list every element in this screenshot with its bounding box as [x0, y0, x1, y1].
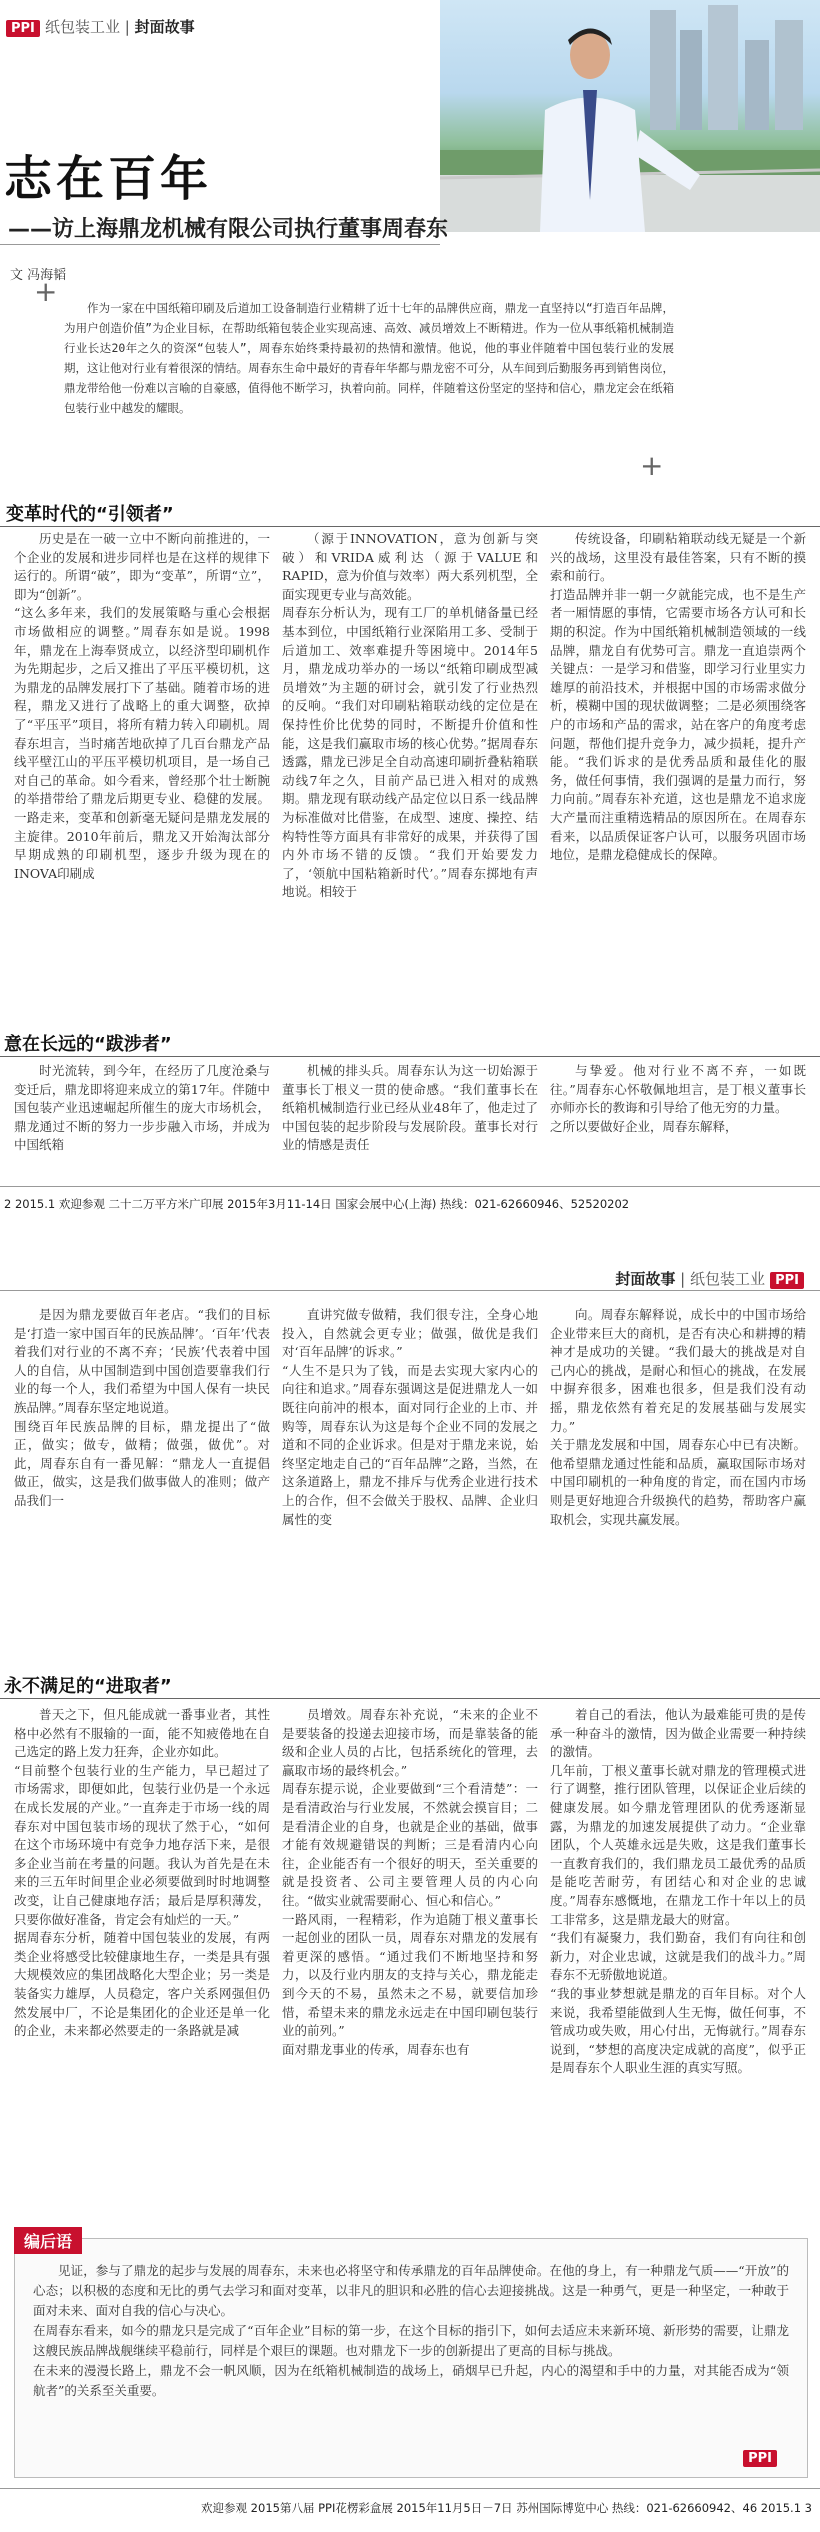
page1-footer: 2 2015.1 欢迎参观 二十二万平方米广印展 2015年3月11-14日 国家会展中心(上海) 热线：021-62660946、52520202 [4, 1197, 630, 1211]
article-column-2: （源于INNOVATION，意为创新与突破）和VRIDA威利达（源于VALUE和RAPID，意为价值与效率）两大系列机型，全面实现更专业与高效能。 周春东分析认为，现有工厂的单机储备量已经基本到位，中国纸箱行业深陷用工多、受制于后道加工、效率难提升等困境中。2014年5月，鼎龙成功举办的一场以“纸箱印刷成型减员增效”为主题的研讨会，就引发了行业热烈的反响。“我们对印刷粘箱联动线的定位是在保持性价比优势的同时，不断提升价值和性能，这是我们赢取市场的核心优势。”据周春东透露，鼎龙已涉足全自动高速印刷折叠粘箱联动线7年之久，目前产品已进入相对的成熟期。鼎龙现有联动线产品定位以日系一线品牌为标准做对比借鉴，在成型、速度、操控、结构特性等方面具有非常好的成果，并获得了国内外市场不错的反馈。“我们开始要发力了，‘领航中国粘箱新时代’。”周春东掷地有声地说。相较于 [282, 531, 538, 900]
article-column-6: 着自己的看法，他认为最难能可贵的是传承一种奋斗的激情，因为做企业需要一种持续的激情。 几年前，丁根义董事长就对鼎龙的管理模式进行了调整，推行团队管理，以保证企业后续的健康发展。如今鼎龙管理团队的优秀逐渐显露，为鼎龙的加速发展提供了动力。“企业靠团队，个人英雄永远是失败，这是我们董事长一直教育我们的，我们鼎龙员工最优秀的品质是能吃苦耐劳，有团结心和对企业的忠诚度。”周春东感慨地，在鼎龙工作十年以上的员工非常多，这是鼎龙最大的财富。 “我们有凝聚力，我们勤奋，我们有向往和创新力，对企业忠诚，这就是我们的战斗力。”周春东不无骄傲地说道。 “我的事业梦想就是鼎龙的百年目标。对个人来说，我希望能做到人生无悔，做任何事，不管成功或失败，用心付出，无悔就行。”周春东说到，“梦想的高度决定成就的高度”，似乎正是周春东个人职业生涯的真实写照。 [550, 1707, 806, 2076]
section-label: 封面故事 | 纸包装工业 [615, 1270, 765, 1288]
end-badge: PPI [743, 2450, 777, 2467]
article-column-4: 普天之下，但凡能成就一番事业者，其性格中必然有不服输的一面，能不知疲倦地在自己选定的路上发力狂奔，企业亦如此。 “目前整个包装行业的生产能力，早已超过了市场需求，即便如此，包装行业仍是一个永远在成长发展的产业。”一直奔走于市场一线的周春东对中国包装市场的现状了然于心，“如何在这个市场环境中有竞争力地存活下来，是很多企业当前在考量的问题。我认为首先是在未来的三五年时间里企业必须要做到时时地调整改变，让自己健康地存活；最后是厚积薄发，只要你做好准备，肯定会有灿烂的一天。” 据周春东分析，随着中国包装业的发展，有两类企业将感受比较健康地生存，一类是具有强大规模效应的集团战略化大型企业；另一类是装备实力雄厚，人员稳定，客户关系网强但仍然发展中厂，不论是集团化的企业还是单一化的企业，未来都必然要走的一条路就是减 [14, 1707, 270, 2039]
intro-paragraph: 作为一家在中国纸箱印刷及后道加工设备制造行业精耕了近十七年的品牌供应商，鼎龙一直坚持以“打造百年品牌，为用户创造价值”为企业目标，在帮助纸箱包装企业实现高速、高效、减员增效上不断精进。作为一位从事纸箱机械制造行业长达20年之久的资深“包装人”，周春东始终秉持最初的热情和激情。他说，他的事业伴随着中国包装行业的发展期，这让他对行业有着很深的情结。周春东生命中最好的青春年华都与鼎龙密不可分，从车间到后勤服务再到销售岗位，鼎龙带给他一份难以言喻的自豪感，值得他不断学习，执着向前。同样，伴随着这份坚定的坚持和信心，鼎龙定会在纸箱包装行业中越发的耀眼。 [64, 301, 674, 415]
byline: 文 冯海韬 [10, 268, 67, 283]
page1-header [6, 16, 195, 37]
article-column-5: 机械的排头兵。周春东认为这一切始源于董事长丁根义一贯的使命感。“我们董事长在纸箱机械制造行业已经从业48年了，他走过了中国包装的起步阶段与发展阶段。董事长对行业的情感是责任 [282, 1063, 538, 1153]
article-column-3: 传统设备，印刷粘箱联动线无疑是一个新兴的战场，这里没有最佳答案，只有不断的摸索和前行。 打造品牌并非一朝一夕就能完成，也不是生产者一厢情愿的事情，它需要市场各方认可和长期的积淀。作为中国纸箱机械制造领域的一线品牌，鼎龙自有优势可言。鼎龙一直追崇两个关键点：一是学习和借鉴，即学习行业里实力雄厚的前沿技术，并根据中国的市场需求做分析，模糊中国的现状做调整；二是必须围绕客户的市场和产品的需求，站在客户的角度考虑问题，帮他们提升竞争力，减少损耗，提升产能。“我们诉求的是优秀品质和最佳化的服务，做任何事情，我们强调的是量力而行，努力向前。”周春东补充道，这也是鼎龙不追求庞大产量而注重精选精品的原因所在。在周春东看来，以品质保证客户认可，以服务巩固市场地位，是鼎龙稳健成长的保障。 [550, 531, 806, 863]
magazine-badge: PPI [770, 1272, 804, 1289]
page2-header [615, 1268, 804, 1289]
article-column-1: 历史是在一破一立中不断向前推进的，一个企业的发展和进步同样也是在这样的规律下运行的。所谓“破”，即为“变革”，所谓“立”，即为“创新”。 “这么多年来，我们的发展策略与重心会根据市场做相应的调整。”周春东如是说。1998年，鼎龙在上海奉贤成立，以经济型印刷机作为先期起步，之后又推出了平压平模切机，这为鼎龙的品牌发展打下了基础。随着市场的进程，鼎龙又进行了战略上的重大调整，砍掉了“平压平”项目，将所有精力转入印刷机。周春东坦言，当时痛苦地砍掉了几百台鼎龙产品线平壁江山的平压平模切机项目，是一场自己对自己的革命。如今看来，曾经那个壮士断腕的举措带给了鼎龙后期更专业、稳健的发展。一路走来，变革和创新毫无疑问是鼎龙发展的主旋律。2010年前后，鼎龙又开始淘汰部分早期成熟的印刷机型，逐步升级为现在的INOVA印刷成 [14, 531, 270, 881]
page2-footer: 欢迎参观 2015第八届 PPI花楞彩盒展 2015年11月5日－7日 苏州国际博览中心 热线：021-62660942、46 2015.1 3 [201, 2501, 812, 2515]
article-column-3: 向。周春东解释说，成长中的中国市场给企业带来巨大的商机，是否有决心和耕搏的精神才是成功的关键。“我们最大的挑战是对自己内心的挑战，是耐心和恒心的挑战，在发展中摒弃很多，困难也很多，但是我们没有动摇，鼎龙依然有着充足的发展基础与发展实力。” 关于鼎龙发展和中国，周春东心中已有决断。他希望鼎龙通过性能和品质，赢取国际市场对中国印刷机的一种角度的肯定，而在国内市场则是更好地迎合升级换代的趋势，帮助客户赢取机会，实现共赢发展。 [550, 1307, 806, 1527]
article-subtitle: ——访上海鼎龙机械有限公司执行董事周春东 [8, 217, 449, 242]
section-rule [0, 1698, 820, 1699]
section-heading-3: 永不满足的“进取者” [4, 1676, 172, 1697]
section-rule [0, 526, 820, 527]
article-column-4: 时光流转，到今年，在经历了几度沧桑与变迁后，鼎龙即将迎来成立的第17年。伴随中国包装产业迅速崛起所催生的庞大市场机会，鼎龙通过不断的努力一步步融入市场，并成为中国纸箱 [14, 1063, 270, 1153]
article-column-6: 与挚爱。他对行业不离不弃，一如既往。”周春东心怀敬佩地坦言，是丁根义董事长亦师亦长的教诲和引导给了他无穷的力量。 之所以要做好企业，周春东解释， [550, 1063, 806, 1134]
editor-note-text: 见证，参与了鼎龙的起步与发展的周春东，未来也必将坚守和传承鼎龙的百年品牌使命。在他的身上，有一种鼎龙气质——“开放”的心态；以积极的态度和无比的勇气去学习和面对变革，以非凡的胆识和必胜的信心去迎接挑战。这是一种勇气，更是一种坚定，一种敢于面对未来、面对自我的信心与决心。 在周春东看来，如今的鼎龙只是完成了“百年企业”目标的第一步，在这个目标的指引下，如何去适应未来新环境、新形势的需要，让鼎龙这艘民族品牌战舰继续平稳前行，同样是个艰巨的课题。也对鼎龙下一步的创新提出了更高的目标与挑战。 在未来的漫漫长路上，鼎龙不会一帆风顺，因为在纸箱机械制造的战场上，硝烟早已升起，内心的渴望和手中的力量，对其能否成为“领航者”的关系至关重要。 [33, 2263, 789, 2398]
editor-note-box [14, 2232, 808, 2478]
section-heading-2: 意在长远的“跋涉者” [4, 1034, 172, 1055]
article-title: 志在百年 [4, 151, 213, 207]
editor-note-title: 编后语 [14, 2227, 82, 2254]
crosshair-icon: + [34, 275, 58, 308]
footer-rule [0, 2488, 820, 2489]
footer-rule [0, 1186, 820, 1187]
title-rule [0, 244, 440, 245]
article-column-5: 员增效。周春东补充说，“未来的企业不是要装备的投递去迎接市场，而是靠装备的能级和企业人员的占比，包括系统化的管理，去赢取市场的最终机会。” 周春东提示说，企业要做到“三个看清楚”：一是看清政治与行业发展，不然就会摸盲目；二是看清企业的自身，也就是企业的基础，做事才能有效规避错误的判断；三是看清内心向往，企业能否有一个很好的明天，至关重要的就是投资者、公司主要管理人员的内心向往。“做实业就需要耐心、恒心和信心。” 一路风雨，一程精彩，作为追随丁根义董事长一起创业的团队一员，周春东对鼎龙的发展有着更深的感悟。“通过我们不断地坚持和努力，以及行业内朋友的支持与关心，鼎龙能走到今天的不易，虽然未之不易，就要信加珍惜，希望未来的鼎龙永远走在中国印刷包装行业的前列。” 面对鼎龙事业的传承，周春东也有 [282, 1707, 538, 2057]
magazine-badge: PPI [6, 20, 40, 37]
section-heading-1: 变革时代的“引领者” [6, 504, 174, 525]
article-column-1: 是因为鼎龙要做百年老店。“我们的目标是‘打造一家中国百年的民族品牌’。‘百年’代表着我们对行业的不离不弃；‘民族’代表着中国人的自信，从中国制造到中国创造要靠我们行业的每一个人，我们希望为中国人保有一块民族品牌。”周春东坚定地说道。 围绕百年民族品牌的目标，鼎龙提出了“做正，做实；做专，做精；做强，做优”。对此，周春东自有一番见解：“鼎龙人一直提倡做正，做实，这是我们做事做人的准则；做产品我们一 [14, 1307, 270, 1508]
header-rule [0, 1290, 820, 1291]
crosshair-icon: + [640, 449, 664, 482]
cover-photo-art [440, 0, 820, 232]
section-label: 纸包装工业 | 封面故事 [45, 18, 195, 36]
article-column-2: 直讲究做专做精，我们很专注，全身心地投入，自然就会更专业；做强，做优是我们对‘百年品牌’的诉求。” “人生不是只为了钱，而是去实现大家内心的向往和追求。”周春东强调这是促进鼎龙人一如既往向前冲的根本，面对同行企业的上市、并购等，周春东认为这是每个企业不同的发展之道和不同的企业诉求。但是对于鼎龙来说，始终坚定地走自己的“百年品牌”之路，当然，在这条道路上，鼎龙不排斥与优秀企业进行技术上的合作，但不会做关于股权、品牌、企业归属性的变 [282, 1307, 538, 1527]
section-rule [0, 1056, 820, 1057]
cover-photo [440, 0, 820, 232]
